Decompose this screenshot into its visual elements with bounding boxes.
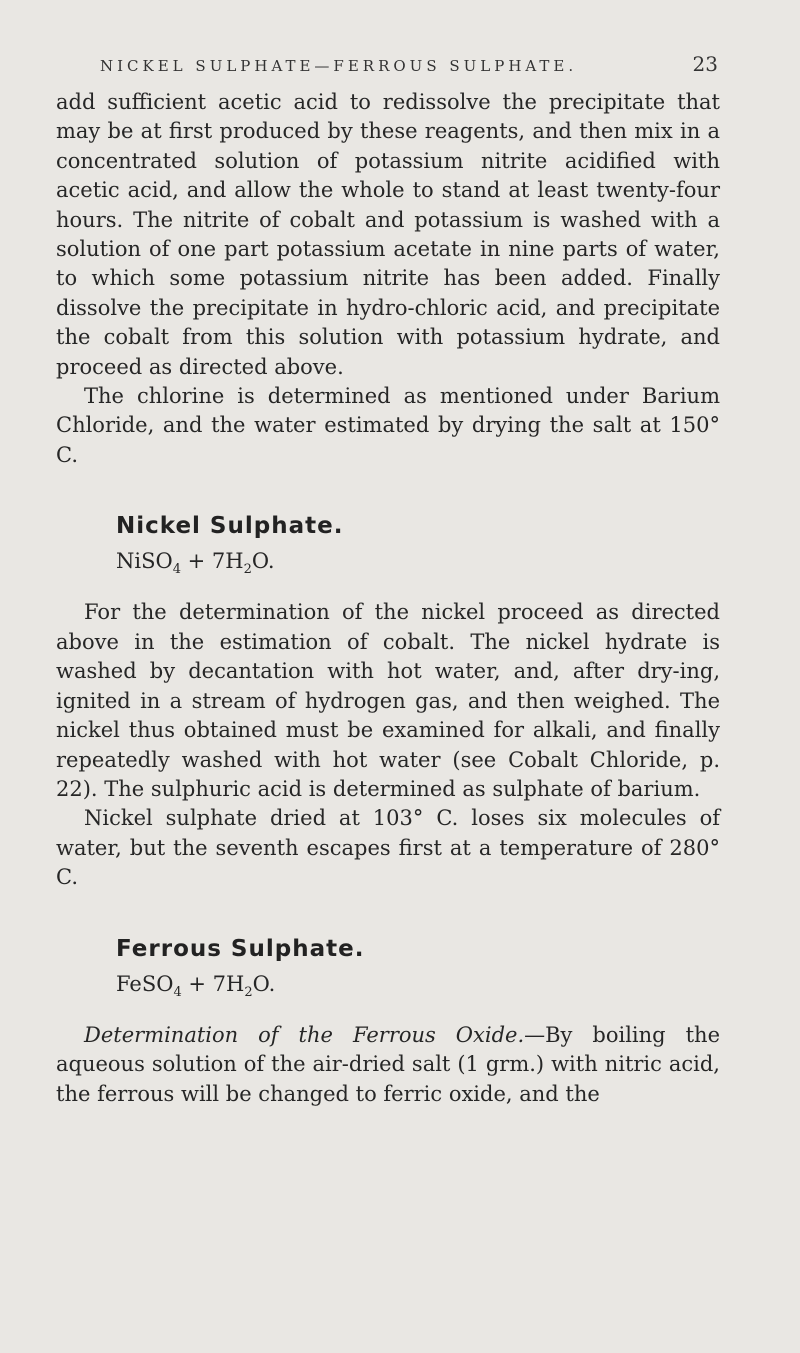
section-heading-ferrous: Ferrous Sulphate. bbox=[116, 935, 365, 962]
formula-subscript: 4 bbox=[173, 984, 182, 1000]
subheading: Determination of the Ferrous Oxide. bbox=[84, 1022, 525, 1047]
formula-part: + 7H bbox=[181, 971, 245, 996]
formula-part: O. bbox=[252, 971, 276, 996]
section-heading-nickel: Nickel Sulphate. bbox=[116, 513, 344, 540]
formula-part: NiSO bbox=[116, 549, 173, 574]
chemical-formula bbox=[116, 970, 720, 1007]
paragraph: add sufficient acetic acid to redissolve the precipitate that may be at first produced by these reagents, and then mix in a concentrated solution of potassium nitrite acidified with acetic acid, and allow the whole to stand at least twenty-four hours. The nitrite of cobalt and potassium is washed with a solution of one part potassium acetate in nine parts of water, to which some potassium nitrite has been added. Finally dissolve the precipitate in hydro-chloric acid, and precipitate the cobalt from this solution with potassium hydrate, and proceed as directed above. bbox=[56, 90, 720, 379]
paragraph: Nickel sulphate dried at 103° C. loses six molecules of water, but the seventh escapes first at a temperature of 280° C. bbox=[56, 806, 720, 890]
formula-part: O. bbox=[251, 549, 275, 574]
formula-subscript: 2 bbox=[243, 562, 252, 578]
paragraph: For the determination of the nickel proceed as directed above in the estimation of cobalt. The nickel hydrate is washed by decantation with hot water, and, after dry-ing, ignited in a stream of hydrogen gas, and then weighed. The nickel thus obtained must be examined for alkali, and finally repeatedly washed with hot water (see Cobalt Chloride, p. 22). The sulphuric acid is determined as sulphate of barium. bbox=[56, 600, 720, 801]
paragraph-text: —By boiling the aqueous solution of the air-dried salt (1 grm.) with nitric acid, the ferrous will be changed to ferric oxide, and the bbox=[56, 1022, 720, 1106]
page-number: 23 bbox=[692, 52, 718, 76]
paragraph bbox=[56, 1021, 720, 1109]
running-head bbox=[56, 52, 720, 76]
formula-part: FeSO bbox=[116, 971, 174, 996]
running-title: NICKEL SULPHATE—FERROUS SULPHATE. bbox=[100, 57, 578, 75]
formula-subscript: 4 bbox=[172, 562, 181, 578]
formula-part: + 7H bbox=[180, 549, 244, 574]
paragraph: The chlorine is determined as mentioned under Barium Chloride, and the water estimated by drying the salt at 150° C. bbox=[56, 384, 720, 467]
formula-subscript: 2 bbox=[244, 984, 253, 1000]
chemical-formula bbox=[116, 547, 720, 584]
